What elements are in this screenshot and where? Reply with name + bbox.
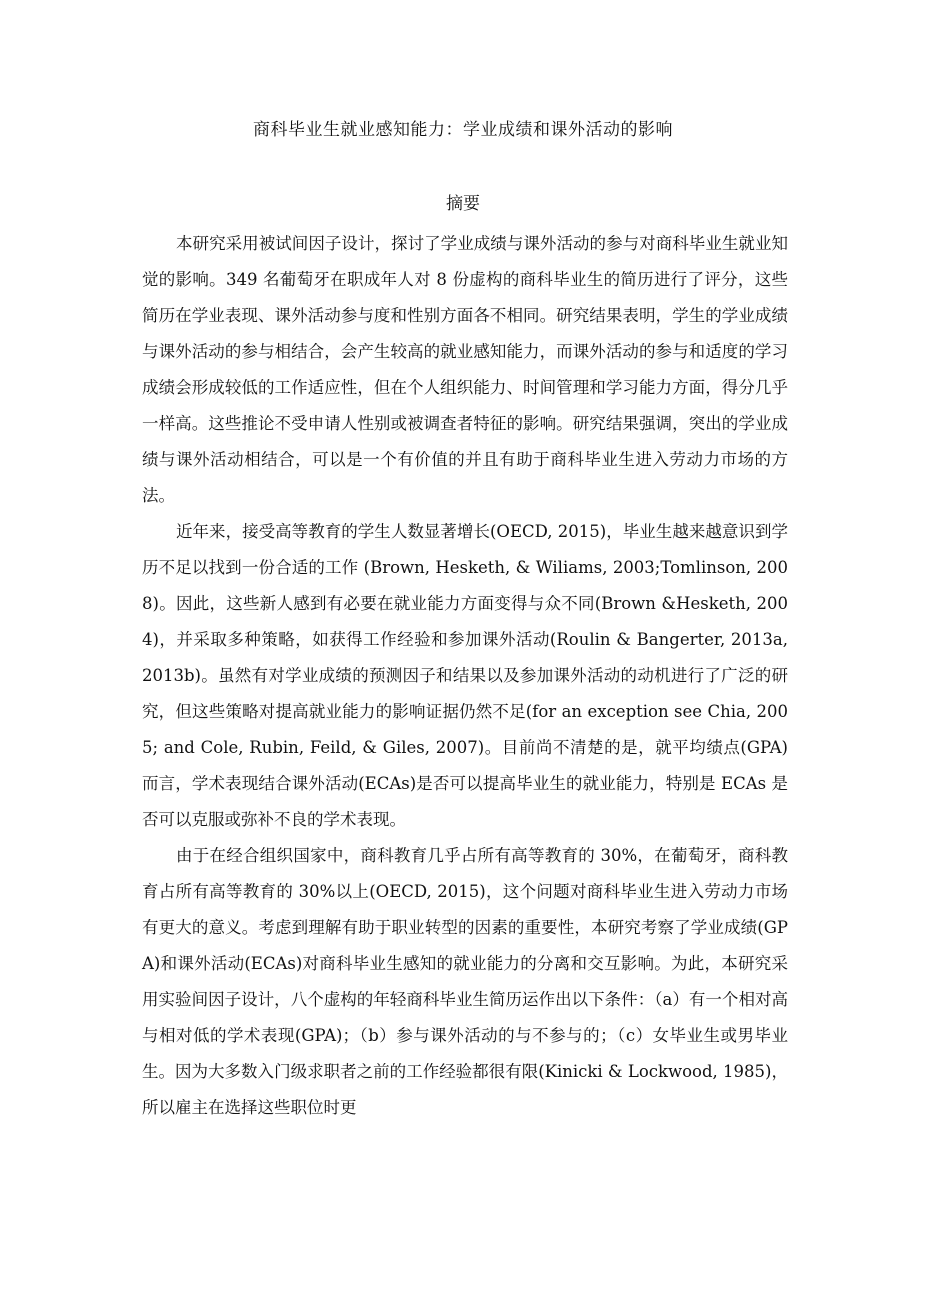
document-body: [142, 226, 788, 1126]
paragraph-context: 由于在经合组织国家中，商科教育几乎占所有高等教育的 30%，在葡萄牙，商科教育占所有高等教育的 30%以上(OECD, 2015)，这个问题对商科毕业生进入劳动力市场有更大的意义。考虑到理解有助于职业转型的因素的重要性，本研究考察了学业成绩(GPA)和课外活动(ECAs)对商科毕业生感知的就业能力的分离和交互影响。为此，本研究采用实验间因子设计，八个虚构的年轻商科毕业生简历运作出以下条件：（a）有一个相对高与相对低的学术表现(GPA)；（b）参与课外活动的与不参与的；（c）女毕业生或男毕业生。因为大多数入门级求职者之前的工作经验都很有限(Kinicki & Lockwood, 1985)，所以雇主在选择这些职位时更: [142, 846, 788, 1117]
abstract-heading: 摘要: [446, 194, 480, 214]
paragraph-abstract: 本研究采用被试间因子设计，探讨了学业成绩与课外活动的参与对商科毕业生就业知觉的影响。349 名葡萄牙在职成年人对 8 份虚构的商科毕业生的简历进行了评分，这些简历在学业表现、课外活动参与度和性别方面各不相同。研究结果表明，学生的学业成绩与课外活动的参与相结合，会产生较高的就业感知能力，而课外活动的参与和适度的学习成绩会形成较低的工作适应性，但在个人组织能力、时间管理和学习能力方面，得分几乎一样高。这些推论不受申请人性别或被调查者特征的影响。研究结果强调，突出的学业成绩与课外活动相结合，可以是一个有价值的并且有助于商科毕业生进入劳动力市场的方法。: [142, 234, 788, 505]
document-title: 商科毕业生就业感知能力：学业成绩和课外活动的影响: [253, 120, 673, 140]
paragraph-intro: 近年来，接受高等教育的学生人数显著增长(OECD, 2015)，毕业生越来越意识到学历不足以找到一份合适的工作 (Brown, Hesketh, & Wiliams, 2003;Tomlinson, 2008)。因此，这些新人感到有必要在就业能力方面变得与众不同(Brown &Hesketh, 2004)，并采取多种策略，如获得工作经验和参加课外活动(Roulin & Bangerter, 2013a, 2013b)。虽然有对学业成绩的预测因子和结果以及参加课外活动的动机进行了广泛的研究，但这些策略对提高就业能力的影响证据仍然不足(for an exception see Chia, 2005; and Cole, Rubin, Feild, & Giles, 2007)。目前尚不清楚的是，就平均绩点(GPA)而言，学术表现结合课外活动(ECAs)是否可以提高毕业生的就业能力，特别是 ECAs 是否可以克服或弥补不良的学术表现。: [142, 522, 788, 829]
